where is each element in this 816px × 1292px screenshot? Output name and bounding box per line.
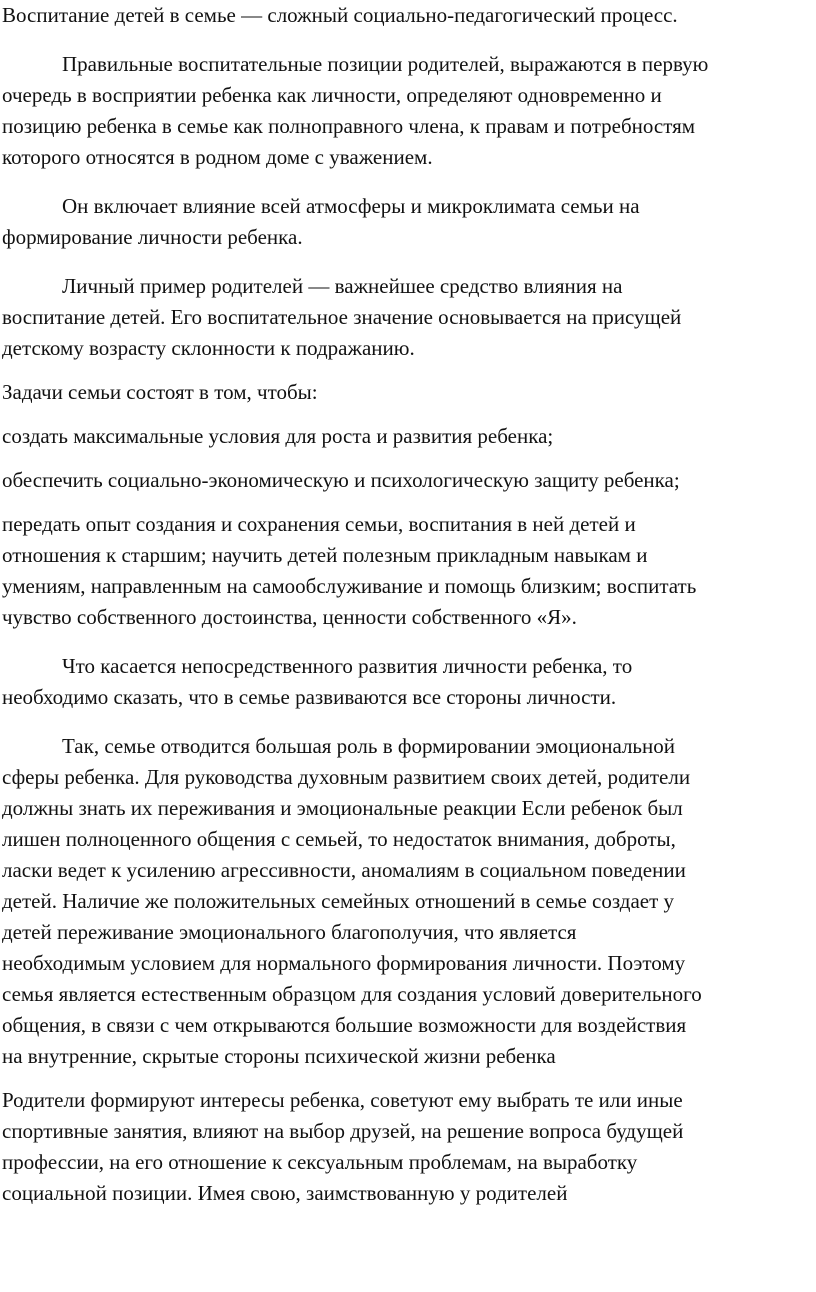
paragraph-4 (2, 267, 814, 364)
paragraph-5: Задачи семьи состоят в том, чтобы: (2, 380, 318, 404)
paragraph-7: обеспечить социально-экономическую и психологическую защиту ребенка; (2, 468, 680, 492)
paragraph-4-text: Личный пример родителей — важнейшее средство влияния на воспитание детей. Его воспитательное значение основывается на присущей детскому возрасту склонности к подражанию. (2, 274, 682, 360)
paragraph-6: создать максимальные условия для роста и развития ребенка; (2, 424, 554, 448)
paragraph-3-text: Он включает влияние всей атмосферы и микроклимата семьи на формирование личности ребенка. (2, 194, 640, 249)
paragraph-9 (2, 647, 814, 713)
paragraph-10-text: Так, семье отводится большая роль в формировании эмоциональной сферы ребенка. Для руководства духовным развитием своих детей, родители должны знать их переживания и эмоциональные реакции Если ребенок был лишен полноценного общения с семьей, то недостаток внимания, доброты, ласки ведет к усилению агрессивности, аномалиям в социальном поведении детей. Наличие же положительных семейных отношений в семье создает у детей переживание эмоционального благополучия, что является необходимым условием для нормального формирования личности. Поэтому семья является естественным образцом для создания условий доверительного общения, в связи с чем открываются большие возможности для воздействия на внутренние, скрытые стороны психической жизни ребенка (2, 734, 702, 1068)
paragraph-2-text: Правильные воспитательные позиции родителей, выражаются в первую очередь в восприятии ребенка как личности, определяют одновременно и позицию ребенка в семье как полноправного члена, к правам и потребностям которого относятся в родном доме с уважением. (2, 52, 709, 169)
paragraph-2 (2, 45, 814, 173)
paragraph-8: передать опыт создания и сохранения семьи, воспитания в ней детей и отношения к старшим; научить детей полезным прикладным навыкам и умениям, направленным на самообслуживание и помощь близким; воспитать чувство собственного достоинства, ценности собственного «Я». (2, 512, 697, 629)
paragraph-3 (2, 187, 814, 253)
paragraph-9-text: Что касается непосредственного развития личности ребенка, то необходимо сказать, что в семье развиваются все стороны личности. (2, 654, 633, 709)
document-body (2, 0, 814, 1209)
paragraph-11: Родители формируют интересы ребенка, советуют ему выбрать те или иные спортивные занятия, влияют на выбор друзей, на решение вопроса будущей профессии, на его отношение к сексуальным проблемам, на выработку социальной позиции. Имея свою, заимствованную у родителей (2, 1088, 684, 1205)
paragraph-1: Воспитание детей в семье — сложный социально-педагогический процесс. (2, 3, 678, 27)
paragraph-10 (2, 727, 814, 1072)
